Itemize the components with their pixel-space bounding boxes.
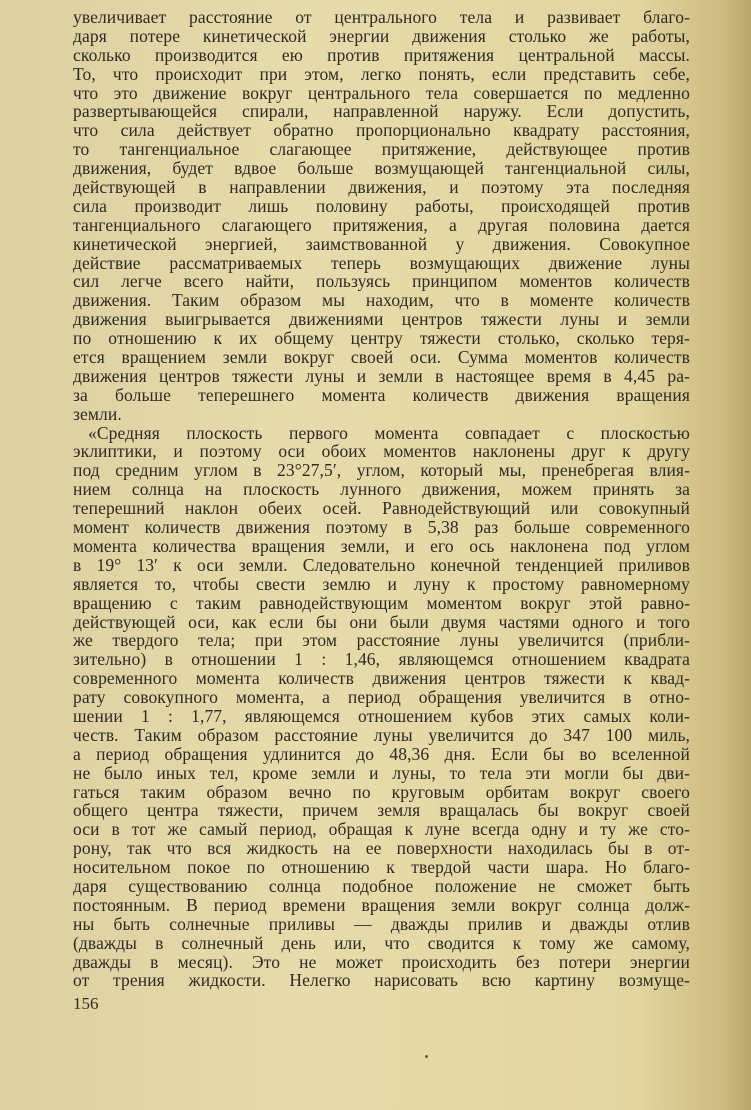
- text-line: в 19° 13′ к оси земли. Следовательно конечной тенденцией приливов: [73, 554, 690, 575]
- text-line: а период обращения удлинится до 48,36 дня. Если бы во вселенной: [73, 743, 690, 764]
- text-line: же твердого тела; при этом расстояние луны увеличится (прибли-: [73, 630, 690, 651]
- text-line: сколько производится ею против притяжения центральной массы.: [73, 44, 690, 65]
- text-line: движения выигрывается движениями центров тяжести луны и земли: [73, 309, 690, 330]
- text-line: То, что происходит при этом, легко понять, если представить себе,: [73, 63, 690, 84]
- text-line: земли.: [73, 403, 122, 424]
- text-line: рату совокупного момента, а период обращения увеличится в отно-: [73, 687, 690, 708]
- text-line: действующей в направлении движения, и поэтому эта последняя: [73, 177, 690, 198]
- text-line: (дважды в солнечный день или, что сводится к тому же самому,: [73, 932, 690, 953]
- text-line: что это движение вокруг центрального тела совершается по медленно: [73, 82, 690, 103]
- text-line: действующей оси, как если бы они были двумя частями одного и того: [73, 611, 690, 632]
- text-line: сила производит лишь половину работы, происходящей против: [73, 195, 690, 216]
- text-line: увеличивает расстояние от центрального тела и развивает благо-: [73, 7, 690, 27]
- text-line: за больше теперешнего момента количеств движения вращения: [73, 384, 690, 405]
- text-line: является то, чтобы свести землю и луну к простому равномерному: [73, 573, 690, 594]
- text-line: рону, так что вся жидкость на ее поверхности находилась бы в от-: [73, 838, 690, 859]
- print-speck: [425, 1055, 428, 1058]
- text-line: что сила действует обратно пропорционально квадрату расстояния,: [73, 120, 690, 141]
- text-line: постоянным. В период времени вращения земли вокруг солнца долж-: [73, 894, 690, 915]
- text-line: эклиптики, и поэтому оси обоих моментов наклонены друг к другу: [73, 441, 690, 462]
- text-line: нием солнца на плоскость лунного движения, можем принять за: [73, 479, 690, 500]
- text-line: даря потере кинетической энергии движения столько же работы,: [73, 25, 690, 46]
- text-line: движения. Таким образом мы находим, что в моменте количеств: [73, 290, 690, 311]
- text-line: момент количеств движения поэтому в 5,38 раз больше современного: [73, 517, 690, 538]
- text-line: по отношению к их общему центру тяжести столько, сколько теря-: [73, 328, 690, 349]
- text-line: кинетической энергией, заимствованной у движения. Совокупное: [73, 233, 690, 254]
- text-line: тангенциального слагающего притяжения, а другая половина дается: [73, 214, 690, 235]
- text-line: ны быть солнечные приливы — дважды прилив и дважды отлив: [73, 913, 690, 934]
- text-line: то тангенциальное слагающее притяжение, действующее против: [73, 139, 690, 160]
- text-line: даря существованию солнца подобное положение не сможет быть: [73, 875, 690, 896]
- text-line: дважды в месяц). Это не может происходить без потери энергии: [73, 951, 690, 972]
- page-text: [73, 8, 690, 990]
- text-line: современного момента количеств движения центров тяжести к квад-: [73, 668, 690, 689]
- text-line: под средним углом в 23°27,5′, углом, который мы, пренебрегая влия-: [73, 460, 690, 481]
- text-line: носительном покое по отношению к твердой части шара. Но благо-: [73, 857, 690, 878]
- text-line: общего центра тяжести, причем земля вращалась бы вокруг своей: [73, 800, 690, 821]
- text-line: оси в тот же самый период, обращая к луне всегда одну и ту же сто-: [73, 819, 690, 840]
- text-line: действие рассматриваемых теперь возмущающих движение луны: [73, 252, 690, 273]
- text-line: теперешний наклон обеих осей. Равнодействующий или совокупный: [73, 498, 690, 519]
- text-line: «Средняя плоскость первого момента совпадает с плоскостью: [88, 422, 690, 443]
- text-line: не было иных тел, кроме земли и луны, то тела эти могли бы дви-: [73, 762, 690, 783]
- text-line: гаться таким образом вечно по круговым орбитам вокруг своего: [73, 781, 690, 802]
- text-line: движения, будет вдвое больше возмущающей тангенциальной силы,: [73, 158, 690, 179]
- page-number: 156: [73, 994, 99, 1013]
- text-line: шении 1 : 1,77, являющемся отношением кубов этих самых коли-: [73, 705, 690, 726]
- text-line: от трения жидкости. Нелегко нарисовать всю картину возмуще-: [73, 970, 690, 991]
- text-line: движения центров тяжести луны и земли в настоящее время в 4,45 ра-: [73, 365, 690, 386]
- text-line: вращению с таким равнодействующим моментом вокруг этой равно-: [73, 592, 690, 613]
- text-line: сил легче всего найти, пользуясь принципом моментов количеств: [73, 271, 690, 292]
- text-line: момента количества вращения земли, и его ось наклонена под углом: [73, 535, 690, 556]
- text-line: развертывающейся спирали, направленной наружу. Если допустить,: [73, 101, 690, 122]
- text-line: зительно) в отношении 1 : 1,46, являющемся отношением квадрата: [73, 649, 690, 670]
- text-line: честв. Таким образом расстояние луны увеличится до 347 100 миль,: [73, 724, 690, 745]
- text-line: ется вращением земли вокруг своей оси. Сумма моментов количеств: [73, 347, 690, 368]
